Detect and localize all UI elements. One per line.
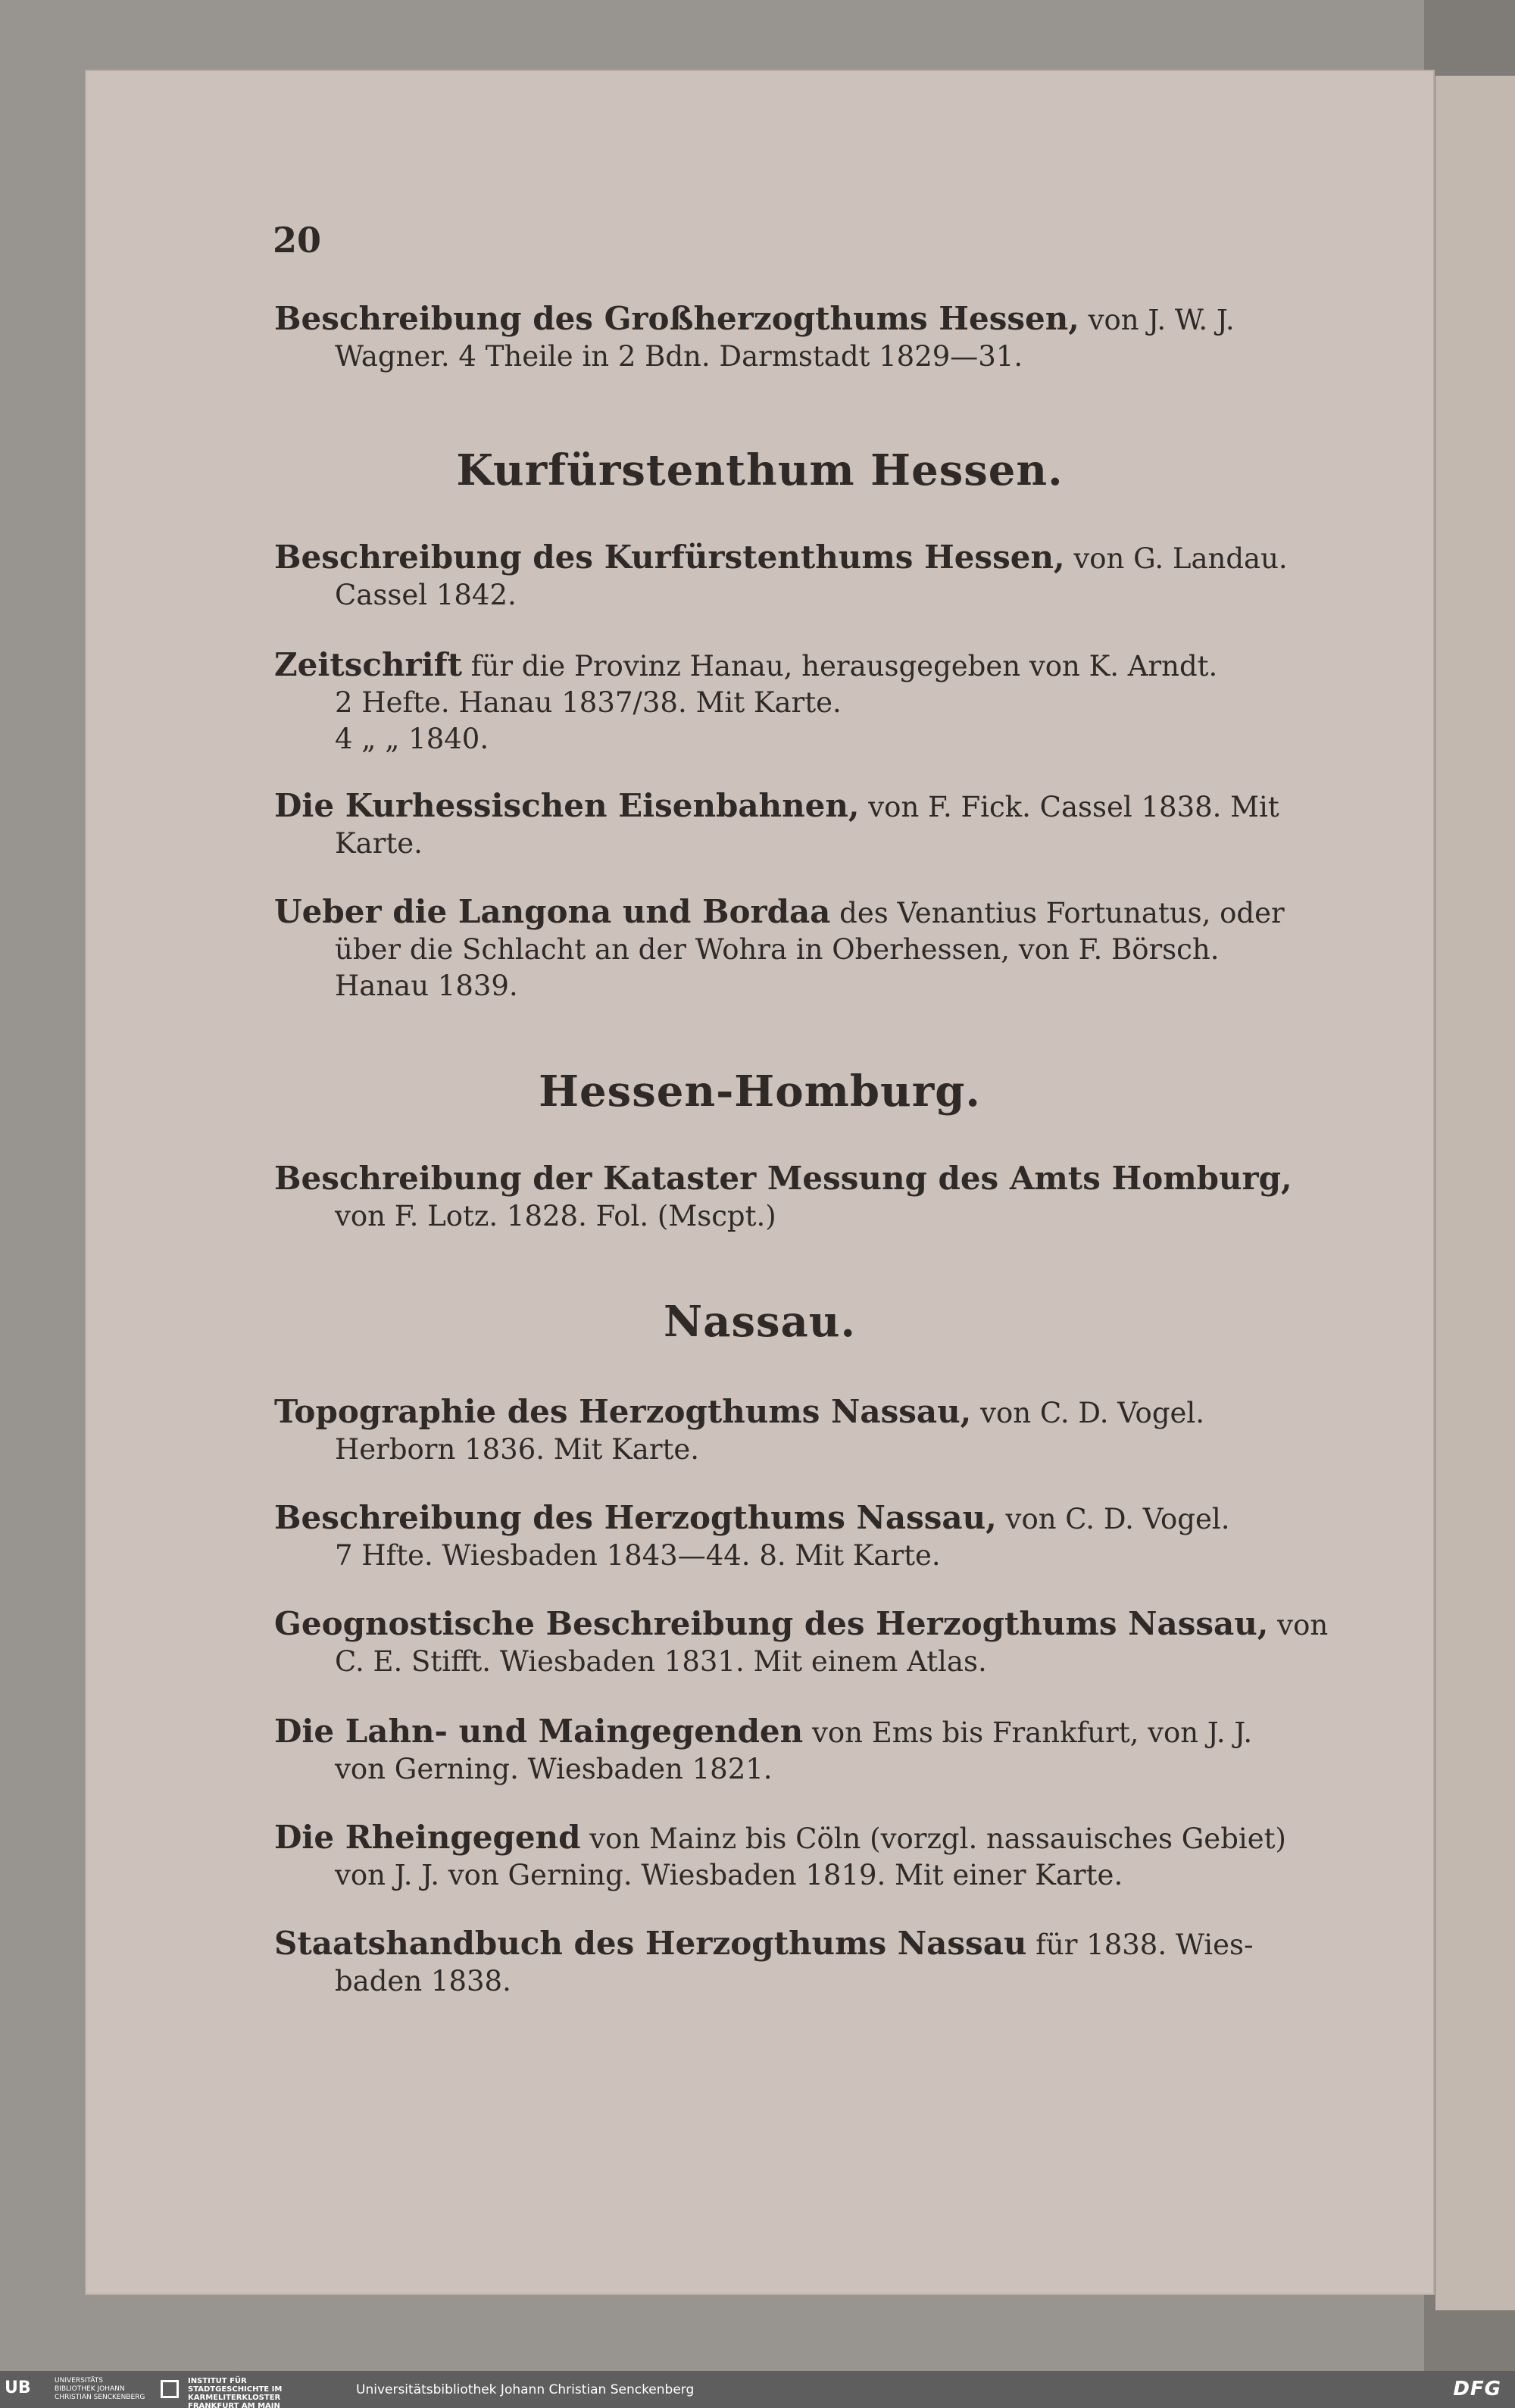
entry-continuation: Hanau 1839. (335, 970, 518, 1002)
section-heading: Hessen-Homburg. (539, 1067, 981, 1117)
entry-title: Die Kurhessischen Eisenbahnen, (274, 787, 860, 824)
bibliography-entry (274, 1500, 1441, 1574)
section-heading: Nassau. (663, 1297, 857, 1347)
entry-first-line (274, 1160, 1441, 1198)
entry-continuation: Wagner. 4 Theile in 2 Bdn. Darmstadt 1829—31. (335, 340, 1023, 373)
bibliography-entry (274, 1925, 1441, 2000)
entry-continuation: 4 „ „ 1840. (335, 723, 489, 755)
bibliography-entry (274, 1160, 1441, 1235)
entry-first-line (274, 539, 1441, 577)
entry-title: Beschreibung des Großherzogthums Hessen, (274, 300, 1079, 337)
footer-library-name: Universitätsbibliothek Johann Christian Senckenberg (356, 2382, 695, 2397)
entry-rest: von C. D. Vogel. (996, 1503, 1230, 1535)
entry-continuation: C. E. Stifft. Wiesbaden 1831. Mit einem Atlas. (335, 1645, 987, 1678)
entry-continuation: baden 1838. (335, 1965, 511, 1997)
entry-rest: für 1838. Wies- (1026, 1929, 1254, 1961)
entry-title: Staatshandbuch des Herzogthums Nassau (274, 1925, 1027, 1962)
entry-continuation: Cassel 1842. (335, 579, 517, 611)
entry-continuation: von Gerning. Wiesbaden 1821. (335, 1753, 773, 1785)
entry-rest: des Venantius Fortunatus, oder (830, 897, 1285, 929)
dfg-logo: DFG (1453, 2378, 1501, 2400)
entry-title: Die Lahn- und Maingegenden (274, 1713, 804, 1750)
next-page-edge (1435, 76, 1515, 2310)
entry-first-line (274, 788, 1441, 826)
entry-rest: von G. Landau. (1064, 542, 1288, 575)
entry-rest: für die Provinz Hanau, herausgegeben von K. Arndt. (462, 650, 1218, 682)
entry-first-line (274, 1713, 1441, 1751)
bibliography-entry (274, 301, 1441, 375)
entry-continuation: von J. J. von Gerning. Wiesbaden 1819. Mit einer Karte. (335, 1859, 1123, 1891)
entry-first-line (274, 647, 1441, 685)
page-content (85, 70, 1435, 2295)
entry-title: Beschreibung des Kurfürstenthums Hessen, (274, 539, 1065, 576)
entry-first-line (274, 1394, 1441, 1432)
entry-rest: von Mainz bis Cöln (vorzgl. nassauisches Gebiet) (580, 1822, 1286, 1855)
entry-title: Zeitschrift (274, 646, 463, 683)
entry-title: Die Rheingegend (274, 1819, 581, 1856)
bibliography-entry (274, 647, 1441, 757)
entry-continuation: von F. Lotz. 1828. Fol. (Mscpt.) (335, 1200, 776, 1232)
entry-continuation: Herborn 1836. Mit Karte. (335, 1433, 700, 1466)
bibliography-entry (274, 1819, 1441, 1894)
entry-title: Topographie des Herzogthums Nassau, (274, 1393, 972, 1430)
entry-rest: von (1268, 1609, 1329, 1641)
institute-logo-icon (161, 2380, 179, 2398)
entry-title: Geognostische Beschreibung des Herzogthums Nassau, (274, 1605, 1269, 1642)
entry-continuation: Karte. (335, 827, 423, 860)
entry-title: Beschreibung des Herzogthums Nassau, (274, 1499, 997, 1536)
section-heading: Kurfürstenthum Hessen. (456, 445, 1064, 495)
bibliography-entry (274, 788, 1441, 862)
entry-rest: von C. D. Vogel. (971, 1397, 1205, 1429)
entry-title: Ueber die Langona und Bordaa (274, 893, 831, 930)
entry-first-line (274, 1606, 1441, 1644)
ub-logo: UB (5, 2378, 31, 2397)
bibliography-entry (274, 1713, 1441, 1788)
book-page (85, 70, 1435, 2295)
entry-continuation: 7 Hfte. Wiesbaden 1843—44. 8. Mit Karte. (335, 1539, 941, 1572)
entry-title: Beschreibung der Kataster Messung des Amts Homburg, (274, 1160, 1292, 1197)
ub-name: UNIVERSITÄTS BIBLIOTHEK JOHANN CHRISTIAN SENCKENBERG (55, 2377, 145, 2401)
institute-name: INSTITUT FÜR STADTGESCHICHTE IM KARMELITERKLOSTER FRANKFURT AM MAIN (188, 2377, 283, 2408)
entry-rest: von J. W. J. (1079, 304, 1235, 336)
entry-first-line (274, 1500, 1441, 1538)
bibliography-entry (274, 1606, 1441, 1680)
entry-first-line (274, 301, 1441, 339)
entry-rest: von F. Fick. Cassel 1838. Mit (859, 791, 1279, 823)
page-number: 20 (273, 220, 322, 261)
entry-continuation: 2 Hefte. Hanau 1837/38. Mit Karte. (335, 686, 842, 719)
entry-first-line (274, 894, 1441, 932)
bibliography-entry (274, 1394, 1441, 1468)
entry-continuation: über die Schlacht an der Wohra in Oberhessen, von F. Börsch. (335, 933, 1220, 966)
entry-first-line (274, 1925, 1441, 1963)
entry-rest: von Ems bis Frankfurt, von J. J. (803, 1716, 1253, 1749)
bibliography-entry (274, 539, 1441, 614)
bibliography-entry (274, 894, 1441, 1004)
entry-first-line (274, 1819, 1441, 1857)
viewer-footer-bar (0, 2371, 1515, 2408)
